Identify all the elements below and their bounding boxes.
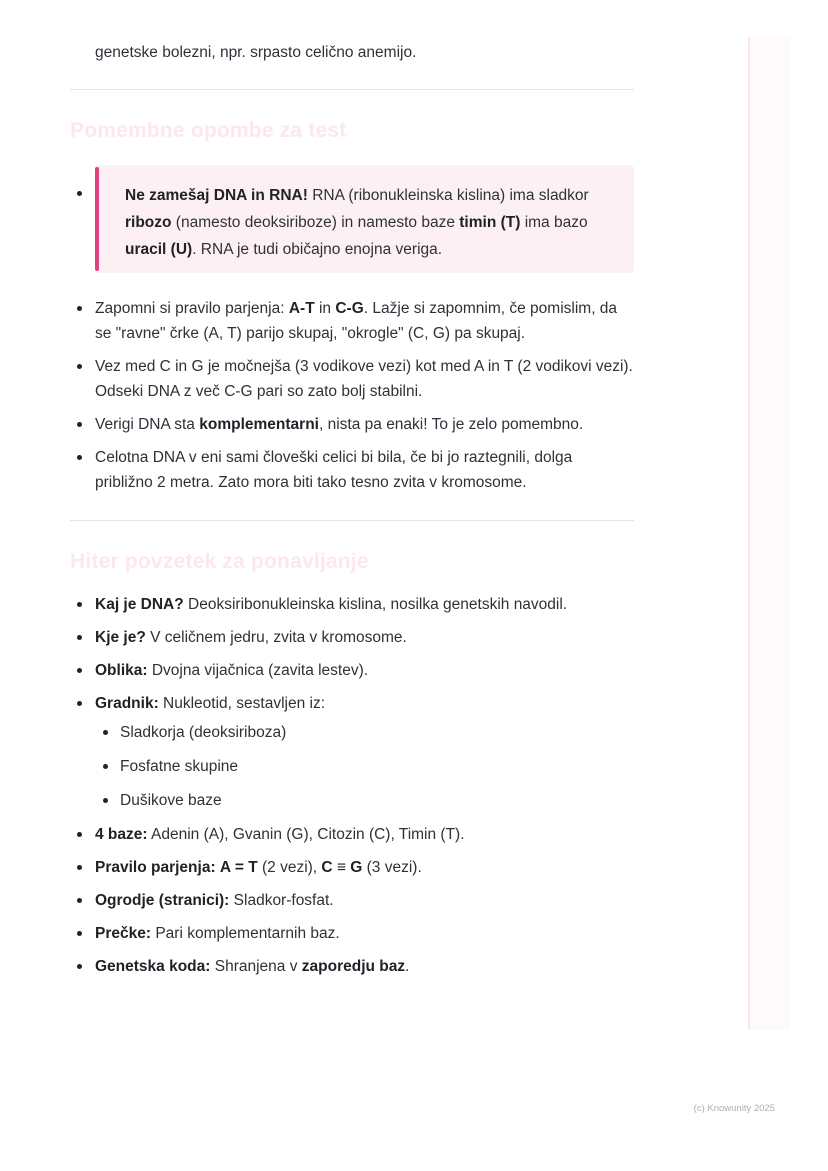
list-item	[70, 296, 634, 346]
bullet	[77, 191, 82, 196]
list-item	[70, 822, 634, 847]
right-margin-line	[748, 37, 750, 1030]
bold-text: uracil (U)	[125, 241, 193, 258]
list-item	[70, 412, 634, 437]
bold-text: Genetska koda:	[95, 958, 211, 975]
list-item	[70, 888, 634, 913]
list-item	[70, 625, 634, 650]
bold-text: ribozo	[125, 214, 172, 231]
text: V celičnem jedru, zvita v kromosome.	[145, 629, 407, 646]
callout-accent-bar	[95, 167, 99, 271]
callout-item	[70, 165, 634, 273]
bold-text: 4 baze:	[95, 826, 148, 843]
bold-text: Pravilo parjenja:	[95, 859, 216, 876]
list-item	[70, 855, 634, 880]
sublist	[95, 720, 634, 813]
text: ima bazo	[520, 214, 588, 231]
summary-list	[70, 592, 634, 979]
text: Nukleotid, sestavljen iz:	[158, 695, 326, 712]
list-item	[70, 592, 634, 617]
sublist-item: Sladkorja (deoksiriboza)	[95, 720, 634, 745]
bold-text: Ogrodje (stranici):	[95, 892, 230, 909]
text: (2 vezi),	[257, 859, 322, 876]
list-item	[70, 445, 634, 495]
divider	[70, 89, 634, 90]
bold-text: C ≡ G	[321, 859, 363, 876]
list-item	[70, 354, 634, 404]
list-item	[70, 658, 634, 683]
bold-text: A-T	[288, 300, 315, 317]
text: Zapomni si pravilo parjenja:	[95, 300, 289, 317]
bold-text: Ne zamešaj DNA in RNA!	[125, 187, 308, 204]
bold-text: timin (T)	[459, 214, 521, 231]
text: Dvojna vijačnica (zavita lestev).	[147, 662, 369, 679]
intro-text: genetske bolezni, npr. srpasto celično anemijo.	[95, 44, 417, 61]
sublist-item: Dušikove baze	[95, 788, 634, 813]
bold-text: Prečke:	[95, 925, 152, 942]
bold-text: Oblika:	[95, 662, 148, 679]
bold-text: C-G	[335, 300, 364, 317]
text: RNA (ribonukleinska kislina) ima sladkor	[307, 187, 589, 204]
text: in	[314, 300, 336, 317]
text: Vez med C in G je močnejša (3 vodikove vezi) kot med A in T (2 vodikovi vezi). Odseki DNA z več C-G pari so zato bolj stabilni.	[95, 358, 633, 400]
test-notes-list	[70, 296, 634, 495]
bold-text: A = T	[219, 859, 258, 876]
list-item	[70, 921, 634, 946]
text: , nista pa enaki! To je zelo pomembno.	[318, 416, 584, 433]
callout-text	[125, 182, 615, 263]
divider	[70, 520, 634, 521]
bold-text: Kje je?	[95, 629, 146, 646]
text: Deoksiribonukleinska kislina, nosilka genetskih navodil.	[183, 596, 568, 613]
section-title-test-notes: Pomembne opombe za test	[70, 119, 347, 142]
section-title-summary: Hiter povzetek za ponavljanje	[70, 550, 369, 573]
sublist-item: Fosfatne skupine	[95, 754, 634, 779]
text: Sladkor-fosfat.	[229, 892, 334, 909]
text: Pari komplementarnih baz.	[151, 925, 340, 942]
text: Celotna DNA v eni sami človeški celici bi bila, če bi jo raztegnili, dolga približno 2 metra. Zato mora biti tako tesno zvita v kromosome.	[95, 449, 573, 491]
text: (namesto deoksiriboze) in namesto baze	[171, 214, 460, 231]
footer-copyright: (c) Knowunity 2025	[693, 1103, 775, 1114]
text: . RNA je tudi običajno enojna veriga.	[192, 241, 443, 258]
text: Shranjena v	[210, 958, 302, 975]
callout-box	[95, 165, 634, 273]
bold-text: Kaj je DNA?	[95, 596, 184, 613]
bold-text: Gradnik:	[95, 695, 159, 712]
text: (3 vezi).	[362, 859, 422, 876]
list-item	[70, 954, 634, 979]
text: Adenin (A), Gvanin (G), Citozin (C), Timin (T).	[147, 826, 465, 843]
bold-text: komplementarni	[199, 416, 319, 433]
right-margin-strip	[748, 37, 790, 1030]
list-item	[70, 691, 634, 813]
text: Verigi DNA sta	[95, 416, 200, 433]
text: . Lažje si zapomnim, če pomislim, da se "ravne" črke (A, T) parijo skupaj, "okrogle" (C, G) pa skupaj.	[95, 300, 618, 342]
bold-text: zaporedju baz	[301, 958, 406, 975]
text: .	[405, 958, 410, 975]
